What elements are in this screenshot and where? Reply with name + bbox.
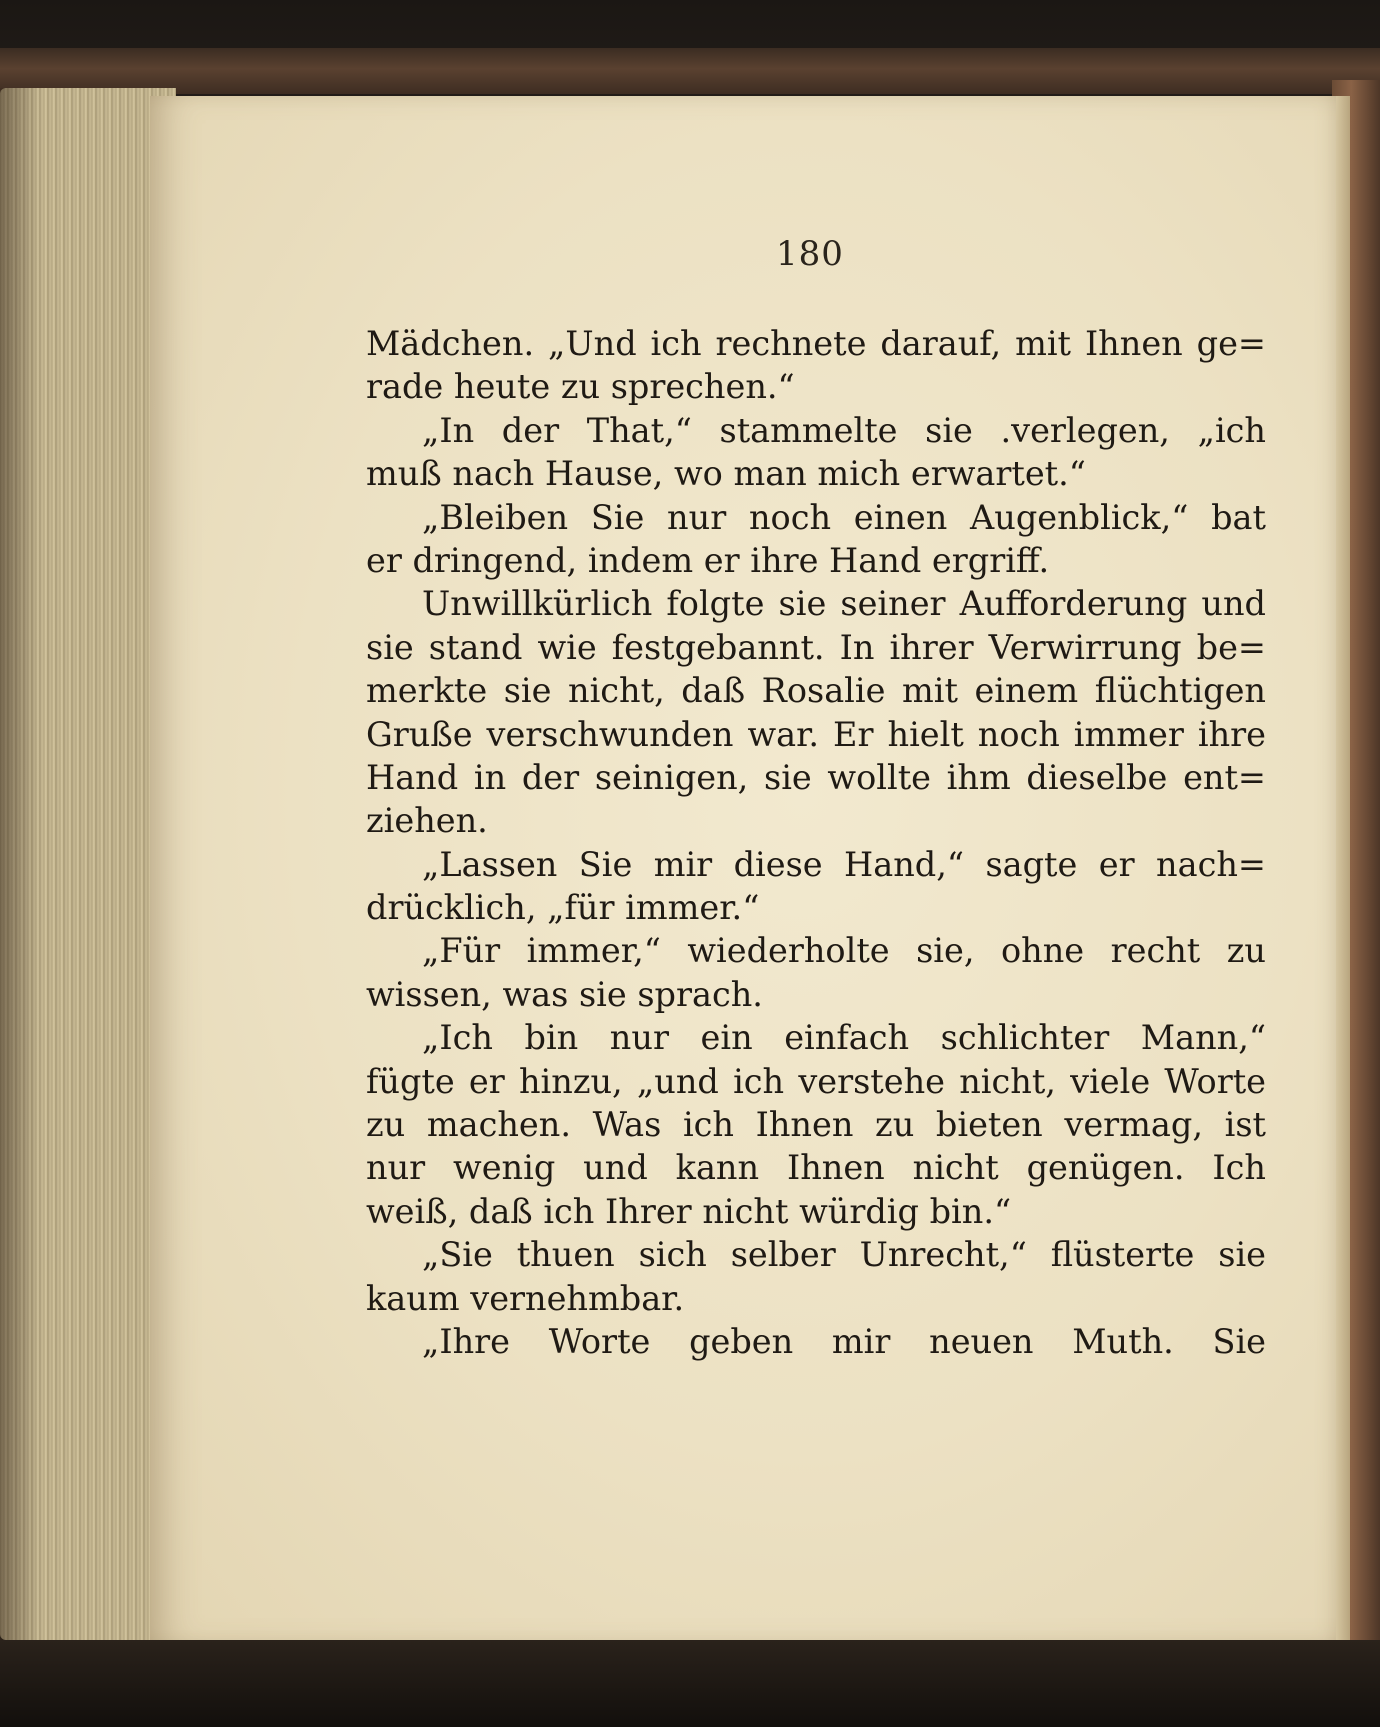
text-line: „Lassen Sie mir diese Hand,“ sagte er nach=	[422, 844, 1266, 884]
text-line: „Ich bin nur ein einfach schlichter Mann,“	[422, 1018, 1266, 1058]
text-line: er dringend, indem er ihre Hand ergriff.	[366, 540, 1050, 580]
text-line: „Für immer,“ wiederholte sie, ohne recht zu	[422, 931, 1266, 971]
text-line: Gruße verschwunden war. Er hielt noch immer ihre	[366, 714, 1266, 754]
text-line: „Sie thuen sich selber Unrecht,“ flüsterte sie	[422, 1235, 1266, 1275]
text-line: sie stand wie festgebannt. In ihrer Verwirrung be=	[366, 627, 1266, 667]
table-shadow	[0, 1640, 1380, 1727]
text-line: „In der That,“ stammelte sie .verlegen, „ich	[422, 410, 1266, 450]
page-number: 180	[776, 234, 844, 274]
text-line: „Ihre Worte geben mir neuen Muth. Sie	[422, 1321, 1266, 1361]
text-line: fügte er hinzu, „und ich verstehe nicht, viele Worte	[366, 1061, 1266, 1101]
text-line: Hand in der seinigen, sie wollte ihm dieselbe ent=	[366, 757, 1266, 797]
text-line: weiß, daß ich Ihrer nicht würdig bin.“	[366, 1191, 1012, 1231]
book-cover-top	[0, 48, 1380, 94]
text-line: zu machen. Was ich Ihnen zu bieten vermag, ist	[366, 1105, 1266, 1145]
next-leaf-edge	[1334, 96, 1350, 1642]
text-line: nur wenig und kann Ihnen nicht genügen. Ich	[366, 1148, 1266, 1188]
text-line: „Bleiben Sie nur noch einen Augenblick,“ bat	[422, 497, 1266, 537]
text-line: kaum vernehmbar.	[366, 1278, 685, 1318]
text-line: rade heute zu sprechen.“	[366, 367, 795, 407]
text-line: merkte sie nicht, daß Rosalie mit einem flüchtigen	[366, 671, 1266, 711]
text-line: Unwillkürlich folgte sie seiner Aufforderung und	[422, 584, 1266, 624]
text-line: drücklich, „für immer.“	[366, 888, 760, 928]
text-line: ziehen.	[366, 801, 488, 841]
text-line: muß nach Hause, wo man mich erwartet.“	[366, 454, 1086, 494]
text-line: Mädchen. „Und ich rechnete darauf, mit Ihnen ge=	[366, 324, 1266, 363]
page-text	[366, 322, 1266, 1363]
text-line: wissen, was sie sprach.	[366, 974, 763, 1014]
